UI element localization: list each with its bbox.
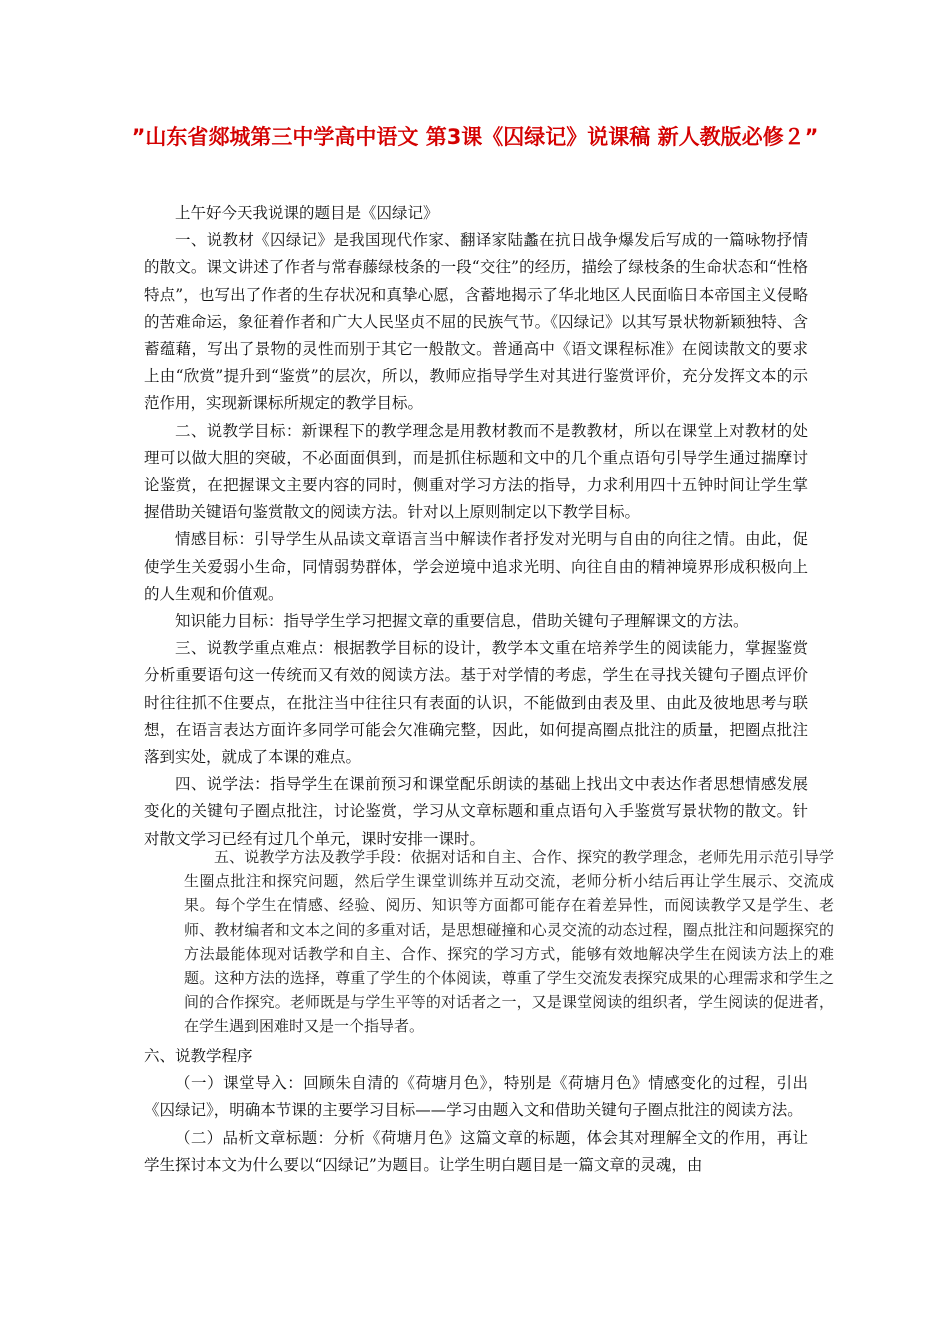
section-4-learning-method: 四、说学法：指导学生在课前预习和课堂配乐朗读的基础上找出文中表达作者思想情感发展变化的关键句子圈点批注，讨论鉴赏，学习从文章标题和重点语句入手鉴赏写景状物的散文。针对散文学习已经有过几个单元，课时安排一课时。 <box>144 775 808 848</box>
document-title: ”山东省郯城第三中学高中语文 第3课《囚绿记》说课稿 新人教版必修２” <box>131 125 819 149</box>
opening-paragraph: 上午好今天我说课的题目是《囚绿记》 <box>175 204 439 222</box>
document-body <box>144 200 808 853</box>
section-6-item-title-analysis: （二）品析文章标题：分析《荷塘月色》这篇文章的标题，体会其对理解全文的作用，再让学生探讨本文为什么要以“囚绿记”为题目。让学生明白题目是一篇文章的灵魂，由 <box>144 1128 808 1174</box>
knowledge-goal-paragraph: 知识能力目标：指导学生学习把握文章的重要信息，借助关键句子理解课文的方法。 <box>175 612 749 631</box>
section-3-key-difficulties: 三、说教学重点难点：根据教学目标的设计，教学本文重在培养学生的阅读能力，掌握鉴赏分析重要语句这一传统而又有效的阅读方法。基于对学情的考虑，学生在寻找关键句子圈点评价时往往抓不住要点，在批注当中往往只有表面的认识，不能做到由表及里、由此及彼地思考与联想，在语言表达方面许多同学可能会欠准确完整，因此，如何提高圈点批注的质量，把圈点批注落到实处，就成了本课的难点。 <box>144 639 808 767</box>
section-2-teaching-goals: 二、说教学目标：新课程下的教学理念是用教材教而不是教教材，所以在课堂上对教材的处理可以做大胆的突破，不必面面俱到，而是抓住标题和文中的几个重点语句引导学生通过揣摩讨论鉴赏，在把握课文主要内容的同时，侧重对学习方法的指导，力求利用四十五钟时间让学生掌握借助关键语句鉴赏散文的阅读方法。针对以上原则制定以下教学目标。 <box>144 421 808 522</box>
section-1-teaching-material: 一、说教材《囚绿记》是我国现代作家、翻译家陆蠡在抗日战争爆发后写成的一篇咏物抒情的散文。课文讲述了作者与常春藤绿枝条的一段“交往”的经历，描绘了绿枝条的生命状态和“性格特点”，也写出了作者的生存状况和真挚心愿，含蓄地揭示了华北地区人民面临日本帝国主义侵略的苦难命运，象征着作者和广大人民坚贞不屈的民族气节。《囚绿记》以其写景状物新颖独特、含蓄蕴藉，写出了景物的灵性而别于其它一般散文。普通高中《语文课程标准》在阅读散文的要求上由“欣赏”提升到“鉴赏”的层次，所以，教师应指导学生对其进行鉴赏评价，充分发挥文本的示范作用，实现新课标所规定的教学目标。 <box>144 231 808 413</box>
section-6-heading: 六、说教学程序 <box>144 1047 253 1065</box>
section-5-teaching-methods: 五、说教学方法及教学手段：依据对话和自主、合作、探究的教学理念，老师先用示范引导学生圈点批注和探究问题，然后学生课堂训练并互动交流，老师分析小结后再让学生展示、交流成果。每个学生在情感、经验、阅历、知识等方面都可能存在着差异性，而阅读教学又是学生、老师、教材编者和文本之间的多重对话，是思想碰撞和心灵交流的动态过程，圈点批注和问题探究的方法最能体现对话教学和自主、合作、探究的学习方式，能够有效地解决学生在阅读方法上的难题。这种方法的选择，尊重了学生的个体阅读，尊重了学生交流发表探究成果的心理需求和学生之间的合作探究。老师既是与学生平等的对话者之一，又是课堂阅读的组织者，学生阅读的促进者，在学生遇到困难时又是一个指导者。 <box>184 848 834 1036</box>
emotional-goal-paragraph: 情感目标：引导学生从品读文章语言当中解读作者抒发对光明与自由的向往之情。由此，促使学生关爱弱小生命，同情弱势群体，学会逆境中追求光明、向往自由的精神境界形成积极向上的人生观和价值观。 <box>144 530 808 603</box>
section-6-item-intro: （一）课堂导入：回顾朱自清的《荷塘月色》，特别是《荷塘月色》情感变化的过程，引出《囚绿记》，明确本节课的主要学习目标——学习由题入文和借助关键句子圈点批注的阅读方法。 <box>144 1074 808 1120</box>
document-body-lower <box>144 1043 808 1179</box>
